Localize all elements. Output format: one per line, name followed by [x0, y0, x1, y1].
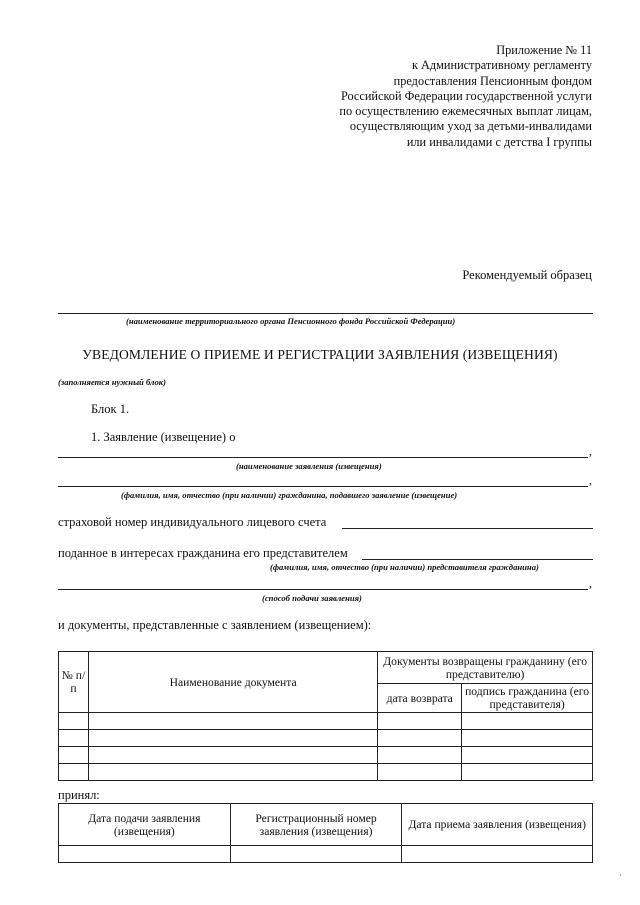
table-cell[interactable]: [59, 713, 89, 730]
table-cell[interactable]: [462, 713, 593, 730]
table-cell[interactable]: [462, 730, 593, 747]
application-name-line[interactable]: [58, 457, 588, 458]
table-cell[interactable]: [378, 713, 462, 730]
table-cell[interactable]: [59, 846, 231, 863]
header-returned: Документы возвращены гражданину (его представителю): [378, 652, 593, 684]
table-cell[interactable]: [378, 730, 462, 747]
sample-label: Рекомендуемый образец: [462, 268, 592, 282]
snils-line[interactable]: [342, 528, 593, 529]
item-1-label: 1. Заявление (извещение) о: [91, 430, 236, 444]
table-cell[interactable]: [88, 713, 377, 730]
appendix-line: к Административному регламенту: [411, 58, 592, 73]
table-cell[interactable]: [378, 747, 462, 764]
header-signature: подпись гражданина (его представителя): [462, 684, 593, 713]
org-name-line[interactable]: [58, 313, 593, 314]
header-acceptance-date: Дата приема заявления (извещения): [402, 804, 593, 846]
appendix-line: Российской Федерации государственной услуги: [340, 88, 592, 103]
table-row: [59, 730, 593, 747]
header-return-date: дата возврата: [378, 684, 462, 713]
table-row: [59, 747, 593, 764]
fill-note: (заполняется нужный блок): [58, 377, 166, 387]
table-cell[interactable]: [462, 747, 593, 764]
appendix-header: [339, 43, 592, 150]
documents-table: [58, 651, 593, 781]
citizen-fio-caption: (фамилия, имя, отчество (при наличии) гражданина, подавшего заявление (извещение): [121, 490, 458, 500]
table-cell[interactable]: [59, 730, 89, 747]
documents-label: и документы, представленные с заявлением (извещением):: [58, 618, 372, 632]
submission-method-caption: (способ подачи заявления): [262, 593, 362, 603]
page-title: УВЕДОМЛЕНИЕ О ПРИЕМЕ И РЕГИСТРАЦИИ ЗАЯВЛЕНИЯ (ИЗВЕЩЕНИЯ): [82, 347, 558, 362]
table-cell[interactable]: [462, 764, 593, 781]
appendix-line: предоставления Пенсионным фондом: [393, 73, 592, 88]
table-cell[interactable]: [402, 846, 593, 863]
table-row: [59, 846, 593, 863]
representative-caption: (фамилия, имя, отчество (при наличии) представителя гражданина): [270, 562, 539, 572]
org-caption: (наименование территориального органа Пенсионного фонда Российской Федерации): [126, 316, 456, 326]
application-name-caption: (наименование заявления (извещения): [236, 461, 382, 471]
comma: ,: [589, 473, 592, 487]
header-submission-date: Дата подачи заявления (извещения): [59, 804, 231, 846]
table-cell[interactable]: [230, 846, 402, 863]
table-cell[interactable]: [88, 747, 377, 764]
comma: ,: [589, 576, 592, 590]
table-cell[interactable]: [59, 747, 89, 764]
submission-method-line[interactable]: [58, 589, 588, 590]
representative-label: поданное в интересах гражданина его представителем: [58, 546, 348, 560]
block-label: Блок 1.: [91, 402, 130, 416]
table-row: [59, 713, 593, 730]
appendix-line: или инвалидами с детства I группы: [406, 134, 592, 149]
received-table: [58, 803, 593, 863]
table-cell[interactable]: [378, 764, 462, 781]
corner-mark: ·: [619, 870, 622, 880]
appendix-line: осуществляющим уход за детьми-инвалидами: [349, 119, 592, 134]
appendix-line: Приложение № 11: [496, 43, 592, 57]
table-row: [59, 764, 593, 781]
header-doc-name: Наименование документа: [88, 652, 377, 713]
table-cell[interactable]: [88, 764, 377, 781]
appendix-line: по осуществлению ежемесячных выплат лицам,: [339, 104, 592, 119]
table-cell[interactable]: [59, 764, 89, 781]
header-num: № п/п: [59, 652, 89, 713]
received-label: принял:: [58, 788, 100, 802]
header-registration-number: Регистрационный номер заявления (извещения): [230, 804, 402, 846]
citizen-fio-line[interactable]: [58, 486, 588, 487]
table-cell[interactable]: [88, 730, 377, 747]
representative-line[interactable]: [362, 559, 593, 560]
comma: ,: [589, 444, 592, 458]
snils-label: страховой номер индивидуального лицевого счета: [58, 515, 327, 529]
